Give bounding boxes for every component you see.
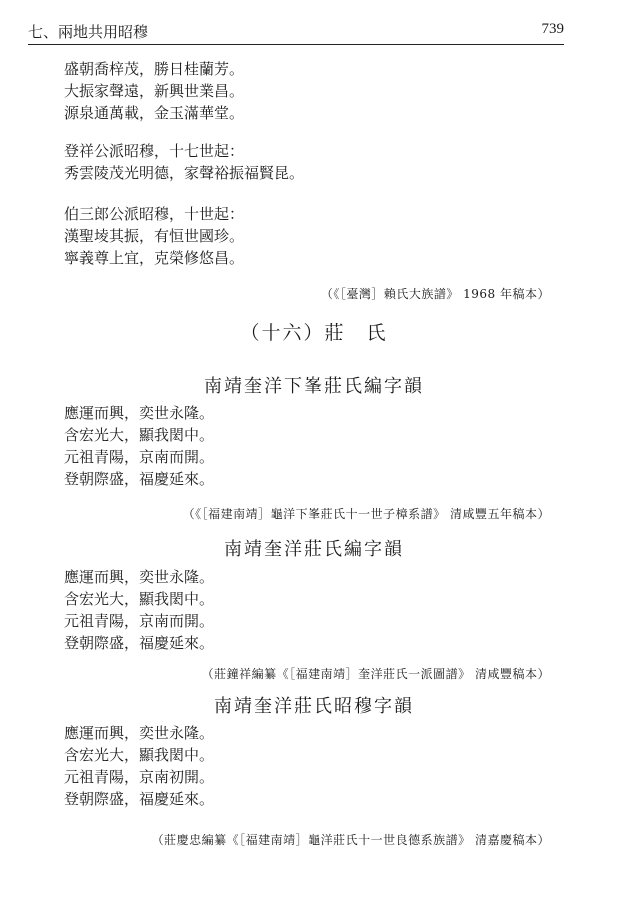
poem-line: 寧義尊上宜，克榮修悠昌。 — [64, 249, 245, 267]
poem-block-4 — [64, 402, 564, 490]
poem-line: 元祖青陽，京南而開。 — [64, 448, 215, 466]
poem-line: 元祖青陽，京南初開。 — [64, 768, 215, 786]
source-citation: （莊慶忠編纂《［福建南靖］龜洋莊氏十一世良德系族譜》 清嘉慶稿本） — [151, 833, 550, 847]
source-citation: （《［臺灣］賴氏大族譜》 1968 年稿本） — [320, 287, 550, 301]
poem-line: 伯三郎公派昭穆，十世起： — [64, 205, 245, 223]
poem-line: 大振家聲遠，新興世業昌。 — [64, 82, 245, 100]
poem-line: 秀雲陵茂光明德，家聲裕振福賢昆。 — [64, 164, 305, 182]
subsection-title: 南靖奎洋莊氏編字韻 — [224, 539, 404, 560]
poem-block-2 — [64, 140, 564, 184]
poem-line: 登朝際盛，福慶延來。 — [64, 470, 215, 488]
poem-block-6 — [64, 722, 564, 810]
poem-line: 登朝際盛，福慶延來。 — [64, 634, 215, 652]
poem-line: 元祖青陽，京南而開。 — [64, 612, 215, 630]
subsection-title: 南靖奎洋下峯莊氏編字韻 — [204, 376, 424, 397]
poem-line: 登朝際盛，福慶延來。 — [64, 790, 215, 808]
poem-line: 源泉通萬載，金玉滿華堂。 — [64, 104, 245, 122]
poem-line: 應運而興，奕世永隆。 — [64, 724, 215, 742]
chapter-title: 七、兩地共用昭穆 — [28, 23, 149, 41]
poem-block-3 — [64, 203, 564, 269]
poem-line: 應運而興，奕世永隆。 — [64, 404, 215, 422]
subsection-title: 南靖奎洋莊氏昭穆字韻 — [214, 696, 414, 717]
poem-line: 含宏光大，顯我閎中。 — [64, 590, 215, 608]
poem-line: 含宏光大，顯我閎中。 — [64, 746, 215, 764]
poem-line: 盛朝喬梓茂，勝日桂蘭芳。 — [64, 60, 245, 78]
poem-line: 含宏光大，顯我閎中。 — [64, 426, 215, 444]
page-number: 739 — [541, 21, 564, 37]
source-citation: （莊鐘祥編纂《［福建南靖］奎洋莊氏一派圖譜》 清咸豐稿本） — [201, 667, 550, 681]
page-header — [28, 18, 564, 45]
poem-line: 登祥公派昭穆，十七世起： — [64, 142, 245, 160]
poem-line: 漢聖堎其振，有恒世國珍。 — [64, 227, 245, 245]
poem-block-5 — [64, 566, 564, 654]
poem-block-1 — [64, 58, 564, 124]
section-title: （十六）莊 氏 — [240, 322, 388, 344]
poem-line: 應運而興，奕世永隆。 — [64, 568, 215, 586]
source-citation: （《［福建南靖］龜洋下峯莊氏十一世子樟系譜》 清咸豐五年稿本） — [182, 507, 550, 521]
